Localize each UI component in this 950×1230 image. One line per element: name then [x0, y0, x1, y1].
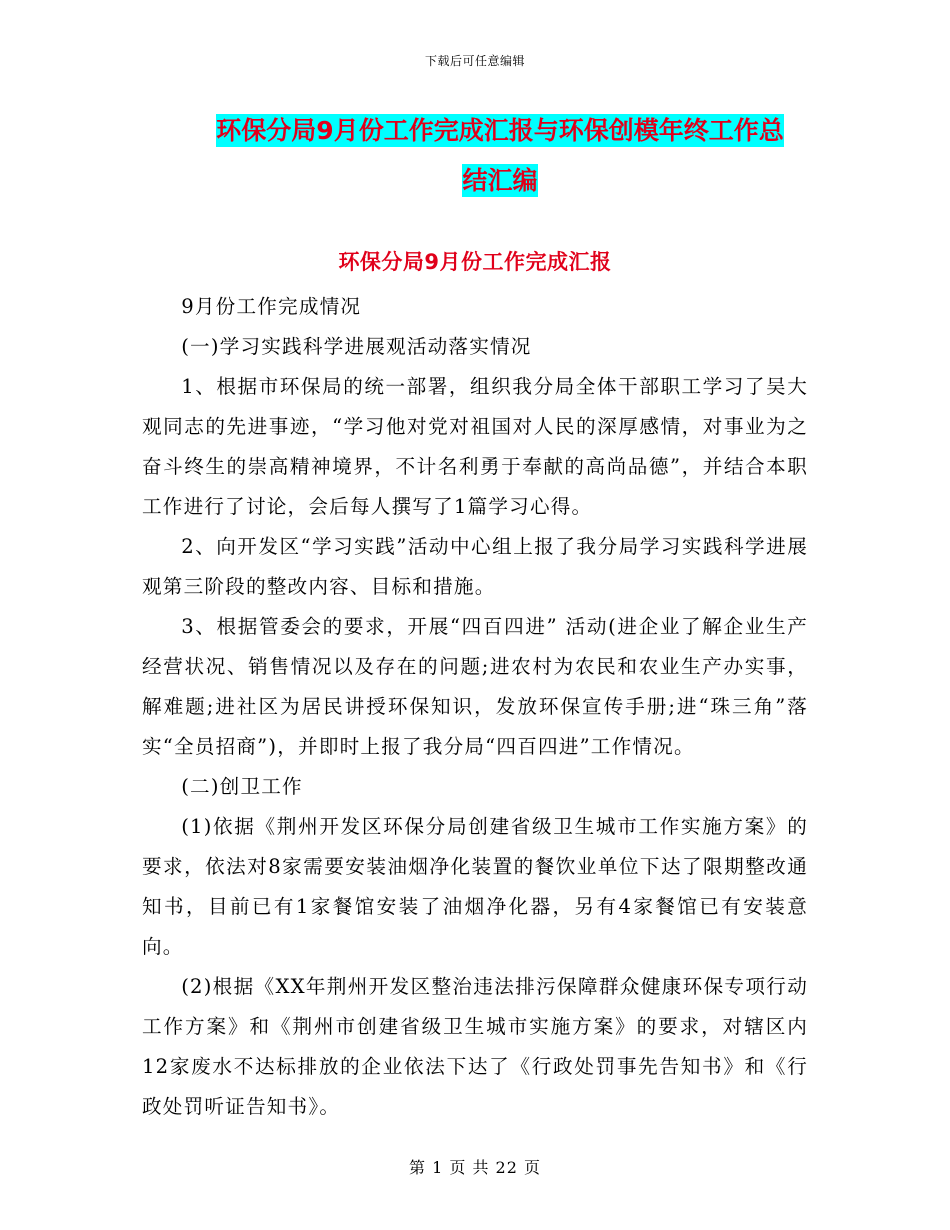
document-title-line-2: 结汇编	[462, 166, 538, 195]
paragraph-subheading: (一)学习实践科学进展观活动落实情况	[181, 335, 532, 358]
paragraph-subheading: (二)创卫工作	[181, 775, 303, 798]
page-number: 第 1 页 共 22 页	[409, 1158, 541, 1177]
paragraph: (2)根据《XX年荆州开发区整治违法排污保障群众健康环保专项行动工作方案》和《荆州市创建省级卫生城市实施方案》的要求，对辖区内12家废水不达标排放的企业依法下达了《行政处罚事先告知书》和《行政处罚听证告知书》。	[142, 975, 808, 1118]
paragraph: 1、根据市环保局的统一部署，组织我分局全体干部职工学习了吴大观同志的先进事迹，“学习他对党对祖国对人民的深厚感情，对事业为之奋斗终生的崇高精神境界，不计名利勇于奉献的高尚品德”，并结合本职工作进行了讨论，会后每人撰写了1篇学习心得。	[142, 375, 808, 518]
document-title	[140, 106, 860, 206]
page-header-note: 下载后可任意编辑	[424, 54, 525, 68]
paragraph: (1)依据《荆州开发区环保分局创建省级卫生城市工作实施方案》的要求，依法对8家需要安装油烟净化装置的餐饮业单位下达了限期整改通知书，目前已有1家餐馆安装了油烟净化器，另有4家餐馆已有安装意向。	[142, 815, 808, 958]
section-title: 环保分局9月份工作完成汇报	[338, 250, 612, 274]
paragraph: 2、向开发区“学习实践”活动中心组上报了我分局学习实践科学进展观第三阶段的整改内容、目标和措施。	[142, 535, 808, 598]
document-title-line-1: 环保分局9月份工作完成汇报与环保创模年终工作总	[216, 116, 784, 145]
paragraph: 3、根据管委会的要求，开展“四百四进” 活动(进企业了解企业生产经营状况、销售情况以及存在的问题;进农村为农民和农业生产办实事，解难题;进社区为居民讲授环保知识，发放环保宣传手册;进“珠三角”落实“全员招商”)，并即时上报了我分局“四百四进”工作情况。	[142, 615, 808, 758]
paragraph-heading: 9月份工作完成情况	[181, 295, 362, 318]
document-body	[142, 287, 808, 1127]
